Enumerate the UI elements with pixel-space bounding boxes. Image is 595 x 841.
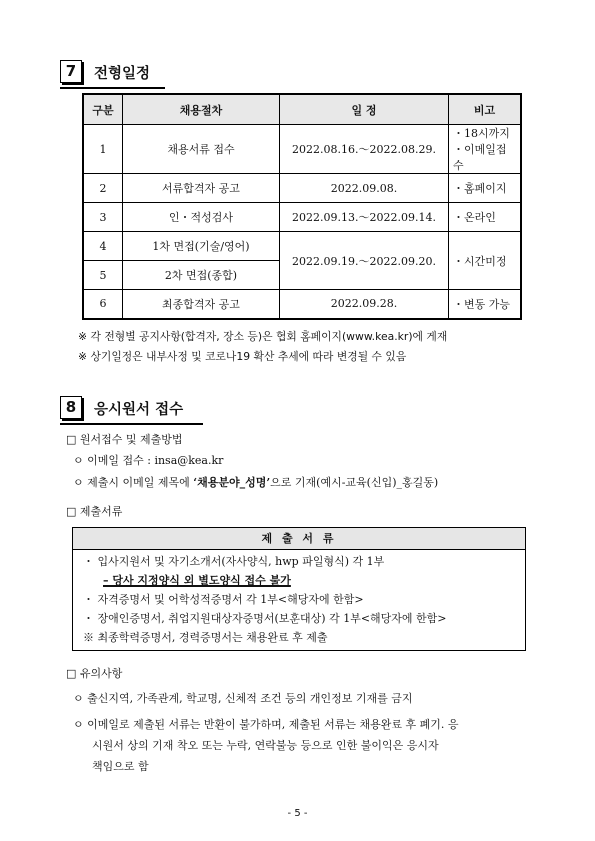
schedule-table	[82, 93, 522, 320]
documents-note: ※ 최종학력증명서, 경력증명서는 채용완료 후 제출	[83, 631, 328, 644]
section-title: 전형일정	[94, 66, 151, 82]
cell-date: 2022.08.16.～2022.08.29.	[280, 125, 449, 174]
subject-suffix: 으로 기재(예시-교육(신입)_홍길동)	[270, 476, 439, 489]
section-title: 응시원서 접수	[94, 402, 184, 418]
subject-line	[73, 474, 438, 490]
cell-no: 4	[83, 232, 123, 261]
cell-step: 1차 면접(기술/영어)	[123, 232, 280, 261]
cell-step: 2차 면접(종합)	[123, 261, 280, 290]
cell-no: 5	[83, 261, 123, 290]
documents-box	[72, 527, 526, 651]
table-row	[83, 232, 521, 261]
page-number: - 5 -	[287, 808, 308, 819]
cell-no: 6	[83, 290, 123, 319]
caution-item: ㅇ 이메일로 제출된 서류는 반환이 불가하며, 제출된 서류는 채용완료 후 폐기. 응	[73, 718, 459, 731]
cell-note: ・변동 가능	[449, 290, 522, 319]
cell-step: 서류합격자 공고	[123, 174, 280, 203]
table-row	[83, 290, 521, 319]
documents-subitem: – 당사 지정양식 외 별도양식 접수 불가	[103, 574, 291, 587]
cell-note: ・시간미정	[449, 232, 522, 290]
cell-no: 2	[83, 174, 123, 203]
cell-step: 채용서류 접수	[123, 125, 280, 174]
documents-box-title: 제 출 서 류	[73, 528, 525, 550]
section-number: 7	[60, 60, 82, 83]
cell-no: 1	[83, 125, 123, 174]
documents-item: ・ 입사지원서 및 자기소개서(자사양식, hwp 파일형식) 각 1부	[83, 555, 385, 568]
note-line: ・18시까지	[453, 127, 510, 140]
cell-date: 2022.09.19.～2022.09.20.	[280, 232, 449, 290]
section-underline	[60, 87, 165, 89]
schedule-note: ※ 상기일정은 내부사정 및 코로나19 확산 추세에 따라 변경될 수 있음	[78, 350, 407, 363]
subject-format: ‘채용분야_성명’	[193, 476, 271, 489]
docs-heading: □ 제출서류	[66, 505, 123, 518]
table-header-row	[83, 94, 521, 125]
cell-step: 최종합격자 공고	[123, 290, 280, 319]
caution-item-cont: 시원서 상의 기재 착오 또는 누락, 연락불능 등으로 인한 불이익은 응시자	[92, 739, 439, 752]
schedule-note: ※ 각 전형별 공지사항(합격자, 장소 등)은 협회 홈페이지(www.kea.kr)에 게재	[78, 330, 448, 343]
cell-note	[449, 125, 522, 174]
header-step: 채용절차	[123, 94, 280, 125]
cell-date: 2022.09.13.～2022.09.14.	[280, 203, 449, 232]
cell-date: 2022.09.28.	[280, 290, 449, 319]
caution-item: ㅇ 출신지역, 가족관계, 학교명, 신체적 조건 등의 개인정보 기재를 금지	[73, 692, 413, 705]
cell-date: 2022.09.08.	[280, 174, 449, 203]
table-row	[83, 125, 521, 174]
cell-note: ・홈페이지	[449, 174, 522, 203]
cell-step: 인・적성검사	[123, 203, 280, 232]
header-note: 비고	[449, 94, 522, 125]
email-line: ㅇ 이메일 접수 : insa@kea.kr	[73, 454, 224, 467]
cell-no: 3	[83, 203, 123, 232]
table-row	[83, 174, 521, 203]
documents-item: ・ 자격증명서 및 어학성적증명서 각 1부<해당자에 한함>	[83, 593, 364, 606]
note-line: ・이메일접수	[453, 143, 507, 172]
method-heading: □ 원서접수 및 제출방법	[66, 433, 183, 446]
caution-item-cont: 책임으로 함	[92, 760, 149, 773]
cell-note: ・온라인	[449, 203, 522, 232]
caution-heading: □ 유의사항	[66, 667, 123, 680]
subject-prefix: ㅇ 제출시 이메일 제목에	[73, 476, 194, 489]
header-date: 일 정	[280, 94, 449, 125]
header-no: 구분	[83, 94, 123, 125]
documents-item: ・ 장애인증명서, 취업지원대상자증명서(보훈대상) 각 1부<해당자에 한함>	[83, 612, 447, 625]
section-number: 8	[60, 396, 82, 419]
table-row	[83, 203, 521, 232]
section-underline	[60, 423, 203, 425]
